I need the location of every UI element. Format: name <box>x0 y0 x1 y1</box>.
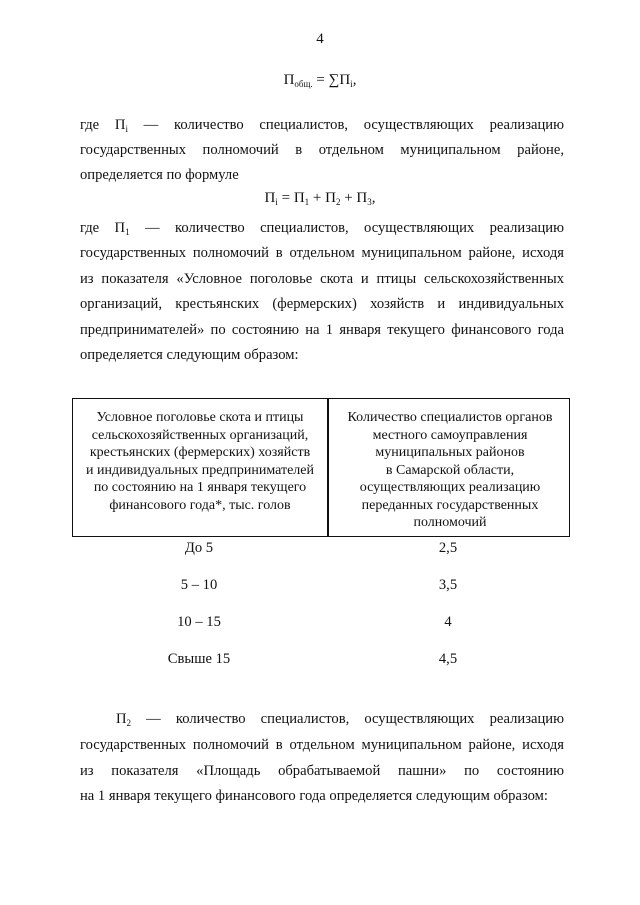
f2-p: П <box>264 190 276 206</box>
h2-line: Количество специалистов органов <box>347 410 553 425</box>
h1-line: и индивидуальных предпринимателей <box>86 462 314 478</box>
para1-line-2: государственных полномочий в отдельном муниципальном районе, <box>80 142 564 158</box>
formula-eq: = ∑П <box>312 72 351 88</box>
table-header <box>72 398 570 537</box>
table-divider <box>327 399 329 536</box>
para3-line-3: из показателя «Площадь обрабатываемой пашни» по состоянию <box>80 763 564 779</box>
para3-l1-b: — количество специалистов, осуществляющих реализацию <box>131 711 564 727</box>
h2-line: осуществляющих реализацию <box>359 480 541 495</box>
h1-line: крестьянских (фермерских) хозяйств <box>89 445 311 460</box>
formula-components <box>0 190 640 207</box>
f2-plus2: + П <box>340 190 368 206</box>
header-specialists <box>335 409 565 532</box>
row-3-range: 10 – 15 <box>177 614 221 630</box>
row-2-value: 3,5 <box>438 577 458 593</box>
h1-line: по состоянию на 1 января текущего <box>93 480 307 495</box>
f2-plus1: + П <box>309 190 336 206</box>
h1-line: сельскохозяйственных организаций, <box>91 427 309 443</box>
formula-lhs-sub: общ. <box>294 79 313 89</box>
para2-line-4: организаций, крестьянских (фермерских) хозяйств и индивидуальных <box>80 296 564 312</box>
para2-line-2: государственных полномочий в отдельном муниципальном районе, исходя <box>80 245 564 261</box>
para1-l1-b: — количество специалистов, осуществляющих реализацию <box>127 117 564 133</box>
h2-line: в Самарской области, <box>385 462 515 478</box>
row-4-range: Свыше 15 <box>167 651 231 667</box>
para2-l1-b: — количество специалистов, осуществляющих реализацию <box>129 220 564 236</box>
para1-line-3: определяется по формуле <box>80 167 239 183</box>
h2-line: местного самоуправления <box>372 427 528 443</box>
row-2-range: 5 – 10 <box>180 577 218 593</box>
formula-tail: , <box>352 72 357 88</box>
para1-line-1 <box>80 117 564 138</box>
h1-line: Условное поголовье скота и птицы <box>96 410 304 425</box>
formula-rhs-sub: i <box>350 79 353 89</box>
para2-l1-a: где П <box>80 220 126 236</box>
para1-l1-sub: i <box>125 124 128 134</box>
page-number: 4 <box>316 31 324 47</box>
formula-total <box>0 72 640 89</box>
para1-l1-a: где П <box>80 117 126 133</box>
para3-line-2: государственных полномочий в отдельном муниципальном районе, исходя <box>80 737 564 753</box>
row-4-value: 4,5 <box>438 651 458 667</box>
h1-line: финансового года*, тыс. голов <box>109 497 291 513</box>
row-3-value: 4 <box>444 614 452 630</box>
h2-line: переданных государственных <box>361 497 539 513</box>
f2-sub-1: 1 <box>304 197 310 207</box>
h2-line: муниципальных районов <box>375 445 525 460</box>
para2-line-3: из показателя «Условное поголовье скота и птицы сельскохозяйственных <box>80 271 564 287</box>
f2-sub-2: 2 <box>335 197 341 207</box>
para2-line-1 <box>80 220 564 241</box>
row-1-value: 2,5 <box>438 540 458 556</box>
para2-line-5: предпринимателей» по состоянию на 1 января текущего финансового года <box>80 322 564 338</box>
para3-l1-a: П <box>116 711 127 727</box>
para3-line-1 <box>116 711 564 732</box>
f2-sub-i: i <box>275 197 278 207</box>
para3-l1-sub: 2 <box>126 718 132 728</box>
para3-line-4: на 1 января текущего финансового года определяется следующим образом: <box>80 788 548 804</box>
h2-line: полномочий <box>413 515 487 530</box>
header-livestock <box>77 409 323 514</box>
formula-lhs: П <box>283 72 295 88</box>
row-1-range: До 5 <box>184 540 214 556</box>
para2-l1-sub: 1 <box>125 227 130 237</box>
f2-sub-3: 3 <box>367 197 372 207</box>
f2-eq: = П <box>277 190 305 206</box>
para2-line-6: определяется следующим образом: <box>80 347 299 363</box>
f2-tail: , <box>371 190 376 206</box>
